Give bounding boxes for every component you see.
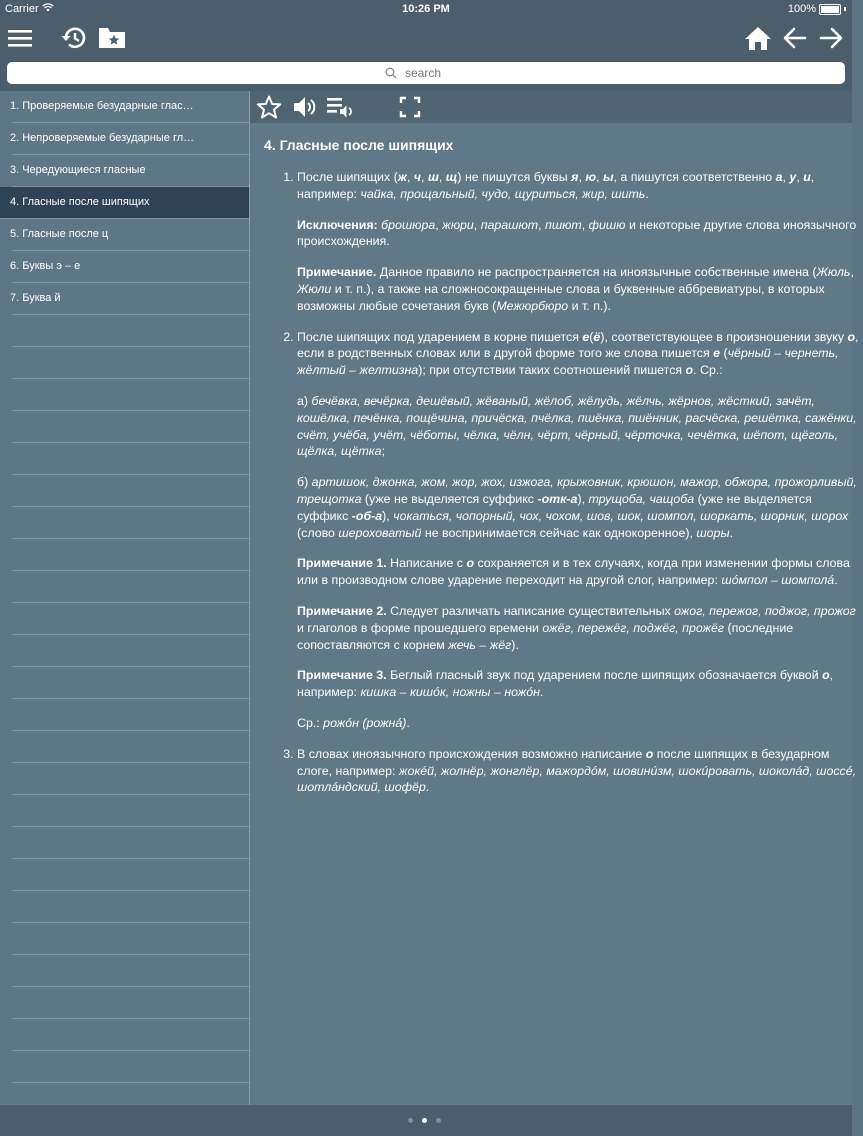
carrier-label: Carrier <box>5 3 39 15</box>
text-to-speech-icon <box>326 95 354 119</box>
empty-row <box>12 635 249 667</box>
article-toolbar <box>250 91 852 123</box>
page-dot-2[interactable] <box>422 1118 427 1123</box>
chapter-item-2[interactable] <box>12 123 249 155</box>
status-bar <box>0 0 852 18</box>
rule-1-text: 1. После шипящих (ж, ч, ш, щ) не пишутся буквы я, ю, ы, а пишутся соответственно а, у, и, например: чайка, прощальный, чудо, щуриться, жир, шить. <box>297 170 815 201</box>
rule-1-exceptions: Исключения: брошюра, жюри, парашют, пшют, фишю и некоторые другие слова иноязычного происхождения. <box>297 217 857 249</box>
empty-row <box>12 955 249 987</box>
arrow-left-icon <box>783 27 807 49</box>
rule-item-3 <box>297 746 863 796</box>
empty-row <box>12 859 249 891</box>
chapter-item-label: 1. Проверяемые безударные глас… <box>10 100 194 112</box>
chapter-item-label: 2. Непроверяемые безударные гл… <box>10 132 195 144</box>
search-icon <box>385 67 397 79</box>
empty-row <box>12 507 249 539</box>
back-button[interactable] <box>779 22 811 54</box>
clock: 10:26 PM <box>402 3 450 15</box>
battery-icon <box>819 4 841 15</box>
chapter-item-label: 4. Гласные после шипящих <box>10 196 150 208</box>
empty-rows <box>0 315 249 1115</box>
history-button[interactable] <box>58 22 90 54</box>
article-content <box>250 123 859 1105</box>
empty-row <box>12 987 249 1019</box>
rule-item-2 <box>297 329 863 732</box>
battery-indicator <box>788 3 846 15</box>
page-dot-1[interactable] <box>408 1118 413 1123</box>
rule-2-note-1: Примечание 1. Написание с о сохраняется и в тех случаях, когда при изменении формы слова или в производном слове ударение переходит на другой слог, например: шóмпол – шомполá. <box>297 556 850 588</box>
chapter-item-3[interactable] <box>12 155 249 187</box>
empty-row <box>12 347 249 379</box>
navigation-bar <box>0 18 852 58</box>
empty-row <box>12 891 249 923</box>
rule-2-note-3: Примечание 3. Беглый гласный звук под ударением после шипящих обозначается буквой о, например: кишка – кишóк, ножны – ножóн. <box>297 668 834 700</box>
folder-star-icon <box>98 26 126 50</box>
history-icon <box>60 25 88 51</box>
empty-row <box>12 1019 249 1051</box>
battery-percent: 100% <box>787 3 816 15</box>
chapter-item-label: 3. Чередующиеся гласные <box>10 164 146 176</box>
fullscreen-button[interactable] <box>400 95 420 119</box>
rule-3-text: 3. В словах иноязычного происхождения возможно написание о после шипящих в безударном слоге, например: жокéй, жолнёр, жонглёр, мажордóм, шовинúзм, шокúровать, шоколáд, шоссé, шотлáндский, шофёр. <box>297 746 857 795</box>
chapter-item-label: 7. Буква й <box>10 292 61 304</box>
page-dot-3[interactable] <box>436 1118 441 1123</box>
chapter-item-4-selected[interactable] <box>0 187 249 219</box>
chapter-item-1[interactable] <box>12 91 249 123</box>
empty-row <box>12 571 249 603</box>
empty-row <box>12 763 249 795</box>
search-input[interactable] <box>403 65 467 81</box>
menu-button[interactable] <box>4 22 36 54</box>
forward-button[interactable] <box>815 22 847 54</box>
rules-list <box>262 169 863 810</box>
chapter-item-6[interactable] <box>12 251 249 283</box>
empty-row <box>12 603 249 635</box>
rule-2-examples-b: б) артишок, джонка, жом, жор, жох, изжога, крыжовник, крюшон, мажор, обжора, прожорливый, трещотка (уже не выделяется суффикс -отк-а), трущоба, чащоба (уже не выделяется суффикс -об-а), чокаться, чопорный, чох, чохом, шов, шок, шомпол, шоркать, шорник, шорох (слово шероховатый не воспринимается сейчас как однокоренное), шоры. <box>297 475 857 540</box>
chapter-item-5[interactable] <box>12 219 249 251</box>
rule-item-1 <box>297 169 863 315</box>
empty-row <box>12 379 249 411</box>
empty-row <box>12 539 249 571</box>
bottom-bar <box>0 1105 852 1136</box>
page-indicator[interactable] <box>408 1118 441 1123</box>
empty-row <box>12 1051 249 1083</box>
rule-2-note-2: Примечание 2. Следует различать написание существительных ожог, пережог, поджог, прожог и глаголов в форме прошедшего времени ожёг, пережёг, поджёг, прожёг (последние сопоставляются с корнем жечь – жёг). <box>297 603 856 652</box>
article-title: 4. Гласные после шипящих <box>264 137 454 153</box>
arrow-right-icon <box>819 27 843 49</box>
chapter-item-label: 5. Гласные после ц <box>10 228 109 240</box>
empty-row <box>12 699 249 731</box>
empty-row <box>12 475 249 507</box>
home-button[interactable] <box>742 22 774 54</box>
hamburger-icon <box>7 28 33 48</box>
empty-row <box>12 827 249 859</box>
empty-row <box>12 923 249 955</box>
chapter-item-label: 6. Буквы э – е <box>10 260 81 272</box>
empty-row <box>12 443 249 475</box>
speak-button[interactable] <box>292 95 318 119</box>
empty-row <box>12 667 249 699</box>
home-icon <box>744 25 772 51</box>
star-icon <box>256 95 282 119</box>
search-bar <box>0 58 852 91</box>
bookmarks-button[interactable] <box>96 22 128 54</box>
chapter-item-7[interactable] <box>12 283 249 315</box>
empty-row <box>12 795 249 827</box>
rule-2-text: 2. После шипящих под ударением в корне пишется е(ё), соответствующее в произношении звуку о, если в родственных словах или в другой форме того же слова пишется е (чёрный – чернеть, жёлтый – желтизна); при отсутствии таких соотношений пишется о. Ср.: <box>297 329 859 378</box>
rule-1-note: Примечание. Данное правило не распространяется на иноязычные собственные имена (Жюль, Жюли и т. п.), а также на сложносокращенные слова и буквенные аббревиатуры, в которых возможны любые сочетания букв (Межюрбюро и т. п.). <box>297 265 854 313</box>
empty-row <box>12 411 249 443</box>
empty-row <box>12 731 249 763</box>
rule-2-compare: Ср.: рожóн (рожнá). <box>297 715 410 730</box>
fullscreen-icon <box>400 97 420 117</box>
empty-row <box>12 315 249 347</box>
favorite-button[interactable] <box>256 95 282 119</box>
read-aloud-button[interactable] <box>326 95 354 119</box>
speaker-icon <box>292 95 318 119</box>
search-field[interactable] <box>7 62 845 84</box>
rule-2-examples-a: а) бечёвка, вечёрка, дешёвый, жёваный, жёлоб, жёлудь, жёлчь, жёрнов, жёсткий, зачёт, кошёлка, печёнка, пощёчина, причёска, пчёлка, пшёнка, пшённик, расчёска, решётка, сажёнки, счёт, учёба, учёт, чёботы, чёлка, чёлн, чёрт, чёрный, чёрточка, чечётка, шёпот, щёголь, щёлка, щётка; <box>297 393 857 459</box>
chapter-list <box>0 91 250 1105</box>
